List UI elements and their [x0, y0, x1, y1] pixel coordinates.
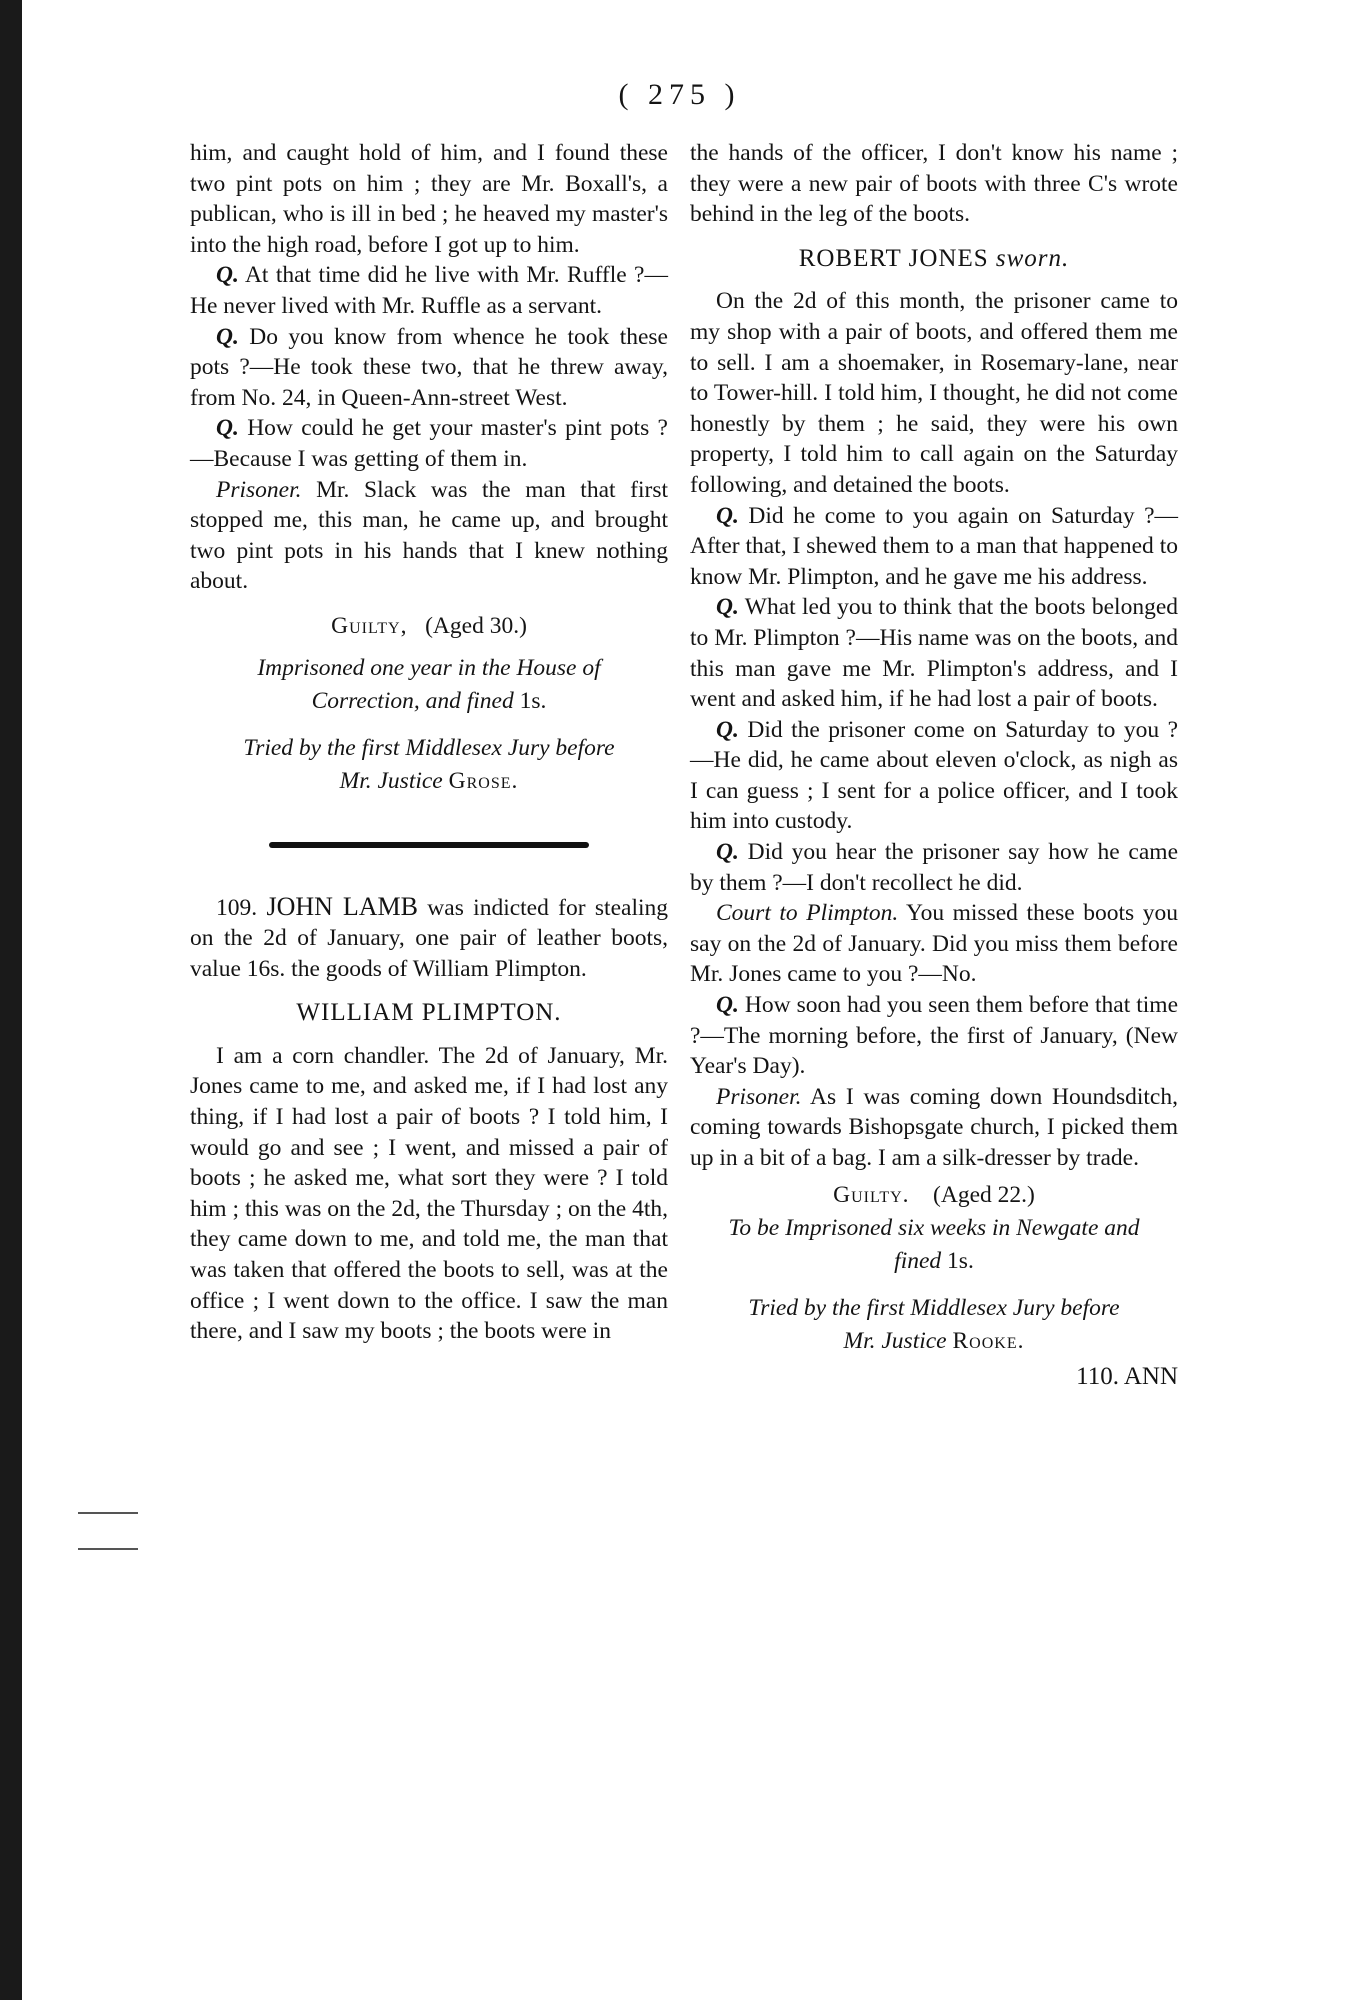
trial-line: Tried by the first Middlesex Jury before	[243, 734, 615, 761]
paragraph: the hands of the officer, I don't know his name ; they were a new pair of boots with three C's wrote behind in the leg of the boots.	[690, 140, 1178, 228]
case-indictment	[190, 892, 668, 985]
testimony: On the 2d of this month, the prisoner came to my shop with a pair of boots, and offered them me to sell. I am a shoemaker, in Rosemary-lane, near to Tower-hill. I told him, I thought, he did not come honestly by them ; he said, they were his own property, I told him to call again on the Saturday following, and detained the boots.	[690, 288, 1178, 498]
margin-mark	[78, 1512, 138, 1514]
speaker-label: Prisoner.	[216, 476, 302, 503]
question-text: Did you hear the prisoner say how he came by them ?—I don't recollect he did.	[690, 839, 1179, 896]
verdict-age: (Aged 22.)	[933, 1181, 1035, 1208]
sentence-fine: 1s.	[947, 1248, 974, 1275]
question-mark: Q.	[216, 415, 239, 442]
question-paragraph	[690, 715, 1178, 837]
question-mark: Q.	[716, 502, 739, 529]
trial-info	[690, 1292, 1178, 1358]
sentence	[190, 652, 668, 718]
sentence-line: To be Imprisoned six weeks in Newgate and	[728, 1215, 1140, 1242]
right-column	[690, 138, 1178, 1393]
question-paragraph	[190, 260, 668, 321]
verdict	[190, 611, 668, 642]
question-text: How could he get your master's pint pots ?—Because I was getting of them in.	[190, 415, 668, 472]
question-mark: Q.	[716, 594, 739, 621]
question-mark: Q.	[216, 262, 239, 289]
question-text: Do you know from whence he took these pots ?—He took these two, that he threw away, from No. 24, in Queen-Ann-street West.	[190, 323, 668, 411]
question-paragraph	[690, 592, 1178, 714]
question-text: You missed these boots you say on the 2d of January. Did you miss them before Mr. Jones came to you ?—No.	[690, 900, 1178, 988]
statement-text: Mr. Slack was the man that first stopped me, this man, he came up, and brought two pint pots in his hands that I knew nothing about.	[190, 476, 668, 595]
sentence-line: Correction, and fined	[311, 687, 514, 714]
sentence	[690, 1212, 1178, 1278]
prisoner-statement	[690, 1082, 1178, 1174]
question-mark: Q.	[216, 323, 239, 350]
judge-name: Rooke.	[952, 1328, 1025, 1355]
sentence-line: Imprisoned one year in the House of	[257, 654, 601, 681]
court-question	[690, 898, 1178, 990]
trial-info	[190, 732, 668, 798]
question-text: How soon had you seen them before that time ?—The morning before, the first of January, (New Year's Day).	[690, 992, 1179, 1080]
verdict-age: (Aged 30.)	[425, 612, 527, 639]
question-text: At that time did he live with Mr. Ruffle ?—He never lived with Mr. Ruffle as a servant.	[190, 262, 668, 319]
question-paragraph	[190, 322, 668, 414]
question-paragraph	[690, 501, 1178, 593]
question-mark: Q.	[716, 716, 739, 743]
judge-name: Grose.	[448, 767, 519, 794]
statement-text: As I was coming down Houndsditch, coming towards Bishopsgate church, I picked them up in a bit of a bag. I am a silk-dresser by trade.	[690, 1083, 1178, 1171]
trial-line: Mr. Justice	[339, 767, 443, 794]
trial-line: Mr. Justice	[843, 1328, 947, 1355]
testimony: I am a corn chandler. The 2d of January, Mr. Jones came to me, and asked me, if I had lost any thing, if I had lost a pair of boots ? I told him, I would go and see ; I went, and missed a pair of boots ; he asked me, what sort they were ? I told him ; this was on the 2d, the Thursday ; on the 4th, they came down to me, and told me, the man that was taken that offered the boots to sell, was at the office ; I went down to the office. I saw the man there, and I saw my boots ; the boots were in	[190, 1042, 668, 1345]
paragraph: him, and caught hold of him, and I found these two pint pots on him ; they are Mr. Boxall's, a publican, who is ill in bed ; he heaved my master's into the high road, before I got up to him.	[190, 140, 668, 258]
question-text: What led you to think that the boots belonged to Mr. Plimpton ?—His name was on the boots, and this man gave me Mr. Plimpton's address, and I went and asked him, if he had lost a pair of boots.	[690, 594, 1178, 713]
speaker-label: Prisoner.	[716, 1083, 802, 1110]
question-text: Did the prisoner come on Saturday to you ?—He did, he came about eleven o'clock, as nigh as I can guess ; I sent for a police officer, and I took him into custody.	[690, 716, 1178, 835]
case-number: 109.	[216, 894, 258, 921]
question-paragraph	[690, 990, 1178, 1082]
margin-mark	[78, 1548, 138, 1550]
indictment-text: was indicted for stealing on the 2d of January, one pair of leather boots, value 16s. the goods of William Plimpton.	[190, 894, 668, 982]
verdict-word: Guilty,	[331, 612, 408, 639]
section-divider	[269, 842, 589, 848]
verdict	[690, 1180, 1178, 1211]
speaker-label: Court to Plimpton.	[716, 900, 899, 927]
witness-heading: WILLIAM PLIMPTON.	[296, 999, 562, 1027]
sentence-line: fined	[894, 1248, 942, 1275]
left-column	[190, 138, 668, 1347]
verdict-word: Guilty.	[833, 1181, 910, 1208]
witness-heading	[690, 244, 1178, 275]
question-mark: Q.	[716, 992, 739, 1019]
question-paragraph	[190, 413, 668, 474]
trial-line: Tried by the first Middlesex Jury before	[748, 1295, 1120, 1322]
question-text: Did he come to you again on Saturday ?—After that, I shewed them to a man that happened to know Mr. Plimpton, and he gave me his address.	[690, 502, 1178, 590]
question-paragraph	[690, 837, 1178, 898]
question-mark: Q.	[716, 839, 739, 866]
witness-name: ROBERT JONES	[798, 244, 989, 272]
prisoner-statement	[190, 475, 668, 597]
book-spine-shadow	[0, 0, 22, 2000]
page-number: ( 275 )	[618, 78, 741, 111]
sworn-label: sworn.	[995, 244, 1070, 272]
catchword: 110. ANN	[1076, 1363, 1178, 1391]
defendant-name: JOHN LAMB	[266, 891, 418, 921]
sentence-fine: 1s.	[519, 687, 547, 714]
